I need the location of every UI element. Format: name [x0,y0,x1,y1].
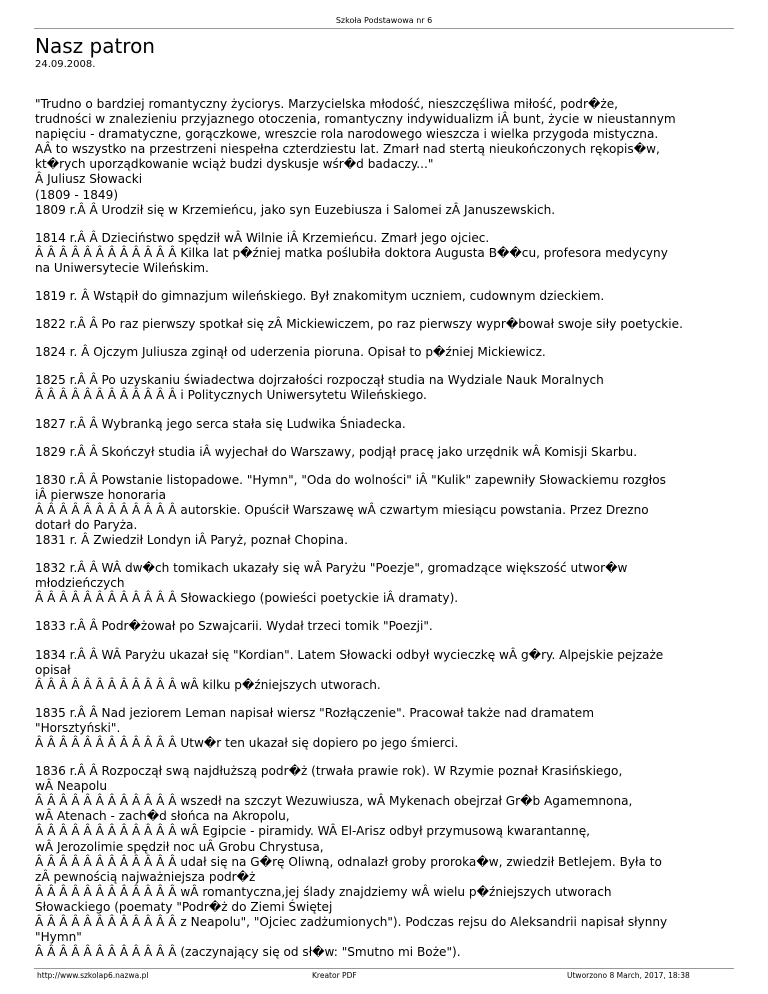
text-line: Â Â Â Â Â Â Â Â Â Â Â Â Kilka lat p�źniej matka poślubiła doktora Augusta B��cu, profesora medycyny [35,245,668,260]
text-line: Â Â Â Â Â Â Â Â Â Â Â Â Utw�r ten ukazał się dopiero po jego śmierci. [35,736,459,750]
text-line: na Uniwersytecie Wileńskim. [35,260,209,275]
paragraph [35,445,735,460]
paragraph [35,345,735,360]
footer-created: Utworzono 8 March, 2017, 18:38 [567,971,690,980]
footer-url: http://www.szkolap6.nazwa.pl [37,971,149,980]
text-line: wÂ Atenach - zach�d słońca na Akropolu, [35,809,290,824]
text-line: Â Â Â Â Â Â Â Â Â Â Â Â i Politycznych Uniwersytetu Wileńskiego. [35,388,427,403]
text-line: 1822 r.Â Â Po raz pierwszy spotkał się zÂ Mickiewiczem, po raz pierwszy wypr�bował swoje siły poetyckie. [35,317,683,332]
text-line: dotarł do Paryża. [35,517,138,532]
paragraph [35,289,735,304]
text-line: 1819 r. Â Wstąpił do gimnazjum wileńskiego. Był znakomitym uczniem, cudownym dzieckiem. [35,289,605,304]
text-line: Â Â Â Â Â Â Â Â Â Â Â Â wÂ romantyczna,jej ślady znajdziemy wÂ wielu p�źniejszych utworach [35,884,612,899]
text-line: 1814 r.Â Â Dzieciństwo spędził wÂ Wilnie iÂ Krzemieńcu. Zmarł jego ojciec. [35,230,490,245]
article-body [35,97,735,973]
text-line: 1829 r.Â Â Skończył studia iÂ wyjechał do Warszawy, podjął pracę jako urzędnik wÂ Komisji Skarbu. [35,444,638,459]
text-line: 1833 r.Â Â Podr�żował po Szwajcarii. Wydał trzeci tomik "Poezji". [35,619,433,634]
text-line: "Trudno o bardziej romantyczny życiorys. Marzycielska młodość, nieszczęśliwa miłość, podr�że, [35,97,618,111]
article-date: 24.09.2008. [35,59,96,70]
text-line: 1809 r.Â Â Urodził się w Krzemieńcu, jako syn Euzebiusza i Salomei zÂ Januszewskich. [35,202,556,217]
text-line: Â Â Â Â Â Â Â Â Â Â Â Â wÂ Egipcie - piramidy. WÂ El-Arisz odbył przymusową kwarantannę, [35,824,591,839]
paragraph [35,373,735,403]
text-line: Â Â Â Â Â Â Â Â Â Â Â Â (zaczynający się od sł�w: "Smutno mi Boże"). [35,945,461,960]
text-line: AÂ to wszystko na przestrzeni niespełna czterdziestu lat. Zmarł nad stertą nieukończonych rękopis�w, [35,142,660,157]
text-line: 1825 r.Â Â Po uzyskaniu świadectwa dojrzałości rozpoczął studia na Wydziale Nauk Moralnych [35,373,604,388]
text-line: 1827 r.Â Â Wybranką jego serca stała się Ludwika Śniadecka. [35,416,406,431]
text-line: Â Â Â Â Â Â Â Â Â Â Â Â z Neapolu", "Ojciec zadżumionych"). Podczas rejsu do Aleksandrii napisał słynny [35,915,668,930]
text-line: zÂ pewnością najważniejsza podr�ż [35,869,256,884]
text-line: Â Â Â Â Â Â Â Â Â Â Â Â autorskie. Opuścił Warszawę wÂ czwartym miesiącu powstania. Przez Drezno [35,502,649,517]
text-line: wÂ Jerozolimie spędził noc uÂ Grobu Chrystusa, [35,839,324,854]
text-line: (1809 - 1849) [35,187,119,202]
text-line: trudności w znalezieniu przyjaznego otoczenia, romantyczny indywidualizm iÂ bunt, życie w nieustannym [35,112,676,127]
text-line: Â Â Â Â Â Â Â Â Â Â Â Â wszedł na szczyt Wezuwiusza, wÂ Mykenach obejrzał Gr�b Agamemnona, [35,794,633,809]
text-line: 1830 r.Â Â Powstanie listopadowe. "Hymn", "Oda do wolności" iÂ "Kulik" zapewniły Słowackiemu rozgłos [35,472,666,487]
text-line: 1836 r.Â Â Rozpoczął swą najdłuższą podr�ż (trwała prawie rok). W Rzymie poznał Krasińskiego, [35,764,623,779]
article-title: Nasz patron [35,34,155,58]
text-line: 1832 r.Â Â WÂ dw�ch tomikach ukazały się wÂ Paryżu "Poezje", gromadzące większość utwor�w [35,561,628,576]
paragraph [35,417,735,432]
text-line: napięciu - dramatyczne, gorączkowe, wreszcie rola narodowego wieszcza i wielka przygoda mistyczna. [35,127,659,142]
text-line: "Hymn" [35,930,82,945]
page-header: Szkoła Podstawowa nr 6 [335,16,433,25]
paragraph [35,473,735,548]
text-line: kt�rych uporządkowanie wciąż budzi dyskusje wśr�d badaczy..." [35,157,434,172]
text-line: Â Â Â Â Â Â Â Â Â Â Â Â Słowackiego (powieści poetyckie iÂ dramaty). [35,591,459,606]
text-line: Â Â Â Â Â Â Â Â Â Â Â Â wÂ kilku p�źniejszych utworach. [35,677,381,692]
paragraph [35,764,735,960]
paragraph [35,231,735,276]
text-line: 1834 r.Â Â WÂ Paryżu ukazał się "Kordian". Latem Słowacki odbył wycieczkę wÂ g�ry. Alpejskie pejzaże [35,647,664,662]
paragraph [35,619,735,634]
text-line: "Horsztyński". [35,720,121,735]
text-line: Â Â Â Â Â Â Â Â Â Â Â Â udał się na G�rę Oliwną, odnalazł groby proroka�w, zwiedził Betlejem. Była to [35,854,662,869]
text-line: wÂ Neapolu [35,779,108,794]
footer-generator: Kreator PDF [312,971,357,980]
paragraph [35,97,735,218]
text-line: iÂ pierwsze honoraria [35,487,167,502]
text-line: Â Juliusz Słowacki [35,172,143,187]
paragraph [35,648,735,693]
text-line: opisał [35,662,71,677]
text-line: 1835 r.Â Â Nad jeziorem Leman napisał wiersz "Rozłączenie". Pracował także nad dramatem [35,705,595,720]
text-line: 1831 r. Â Zwiedził Londyn iÂ Paryż, poznał Chopina. [35,533,348,548]
text-line: 1824 r. Â Ojczym Juliusza zginął od uderzenia pioruna. Opisał to p�źniej Mickiewicz. [35,345,546,360]
text-line: Słowackiego (poematy "Podr�ż do Ziemi Świętej [35,899,333,914]
paragraph [35,317,735,332]
footer-divider [34,968,734,969]
text-line: młodzieńczych [35,576,125,591]
paragraph [35,561,735,606]
paragraph [35,706,735,751]
header-divider [34,28,734,29]
